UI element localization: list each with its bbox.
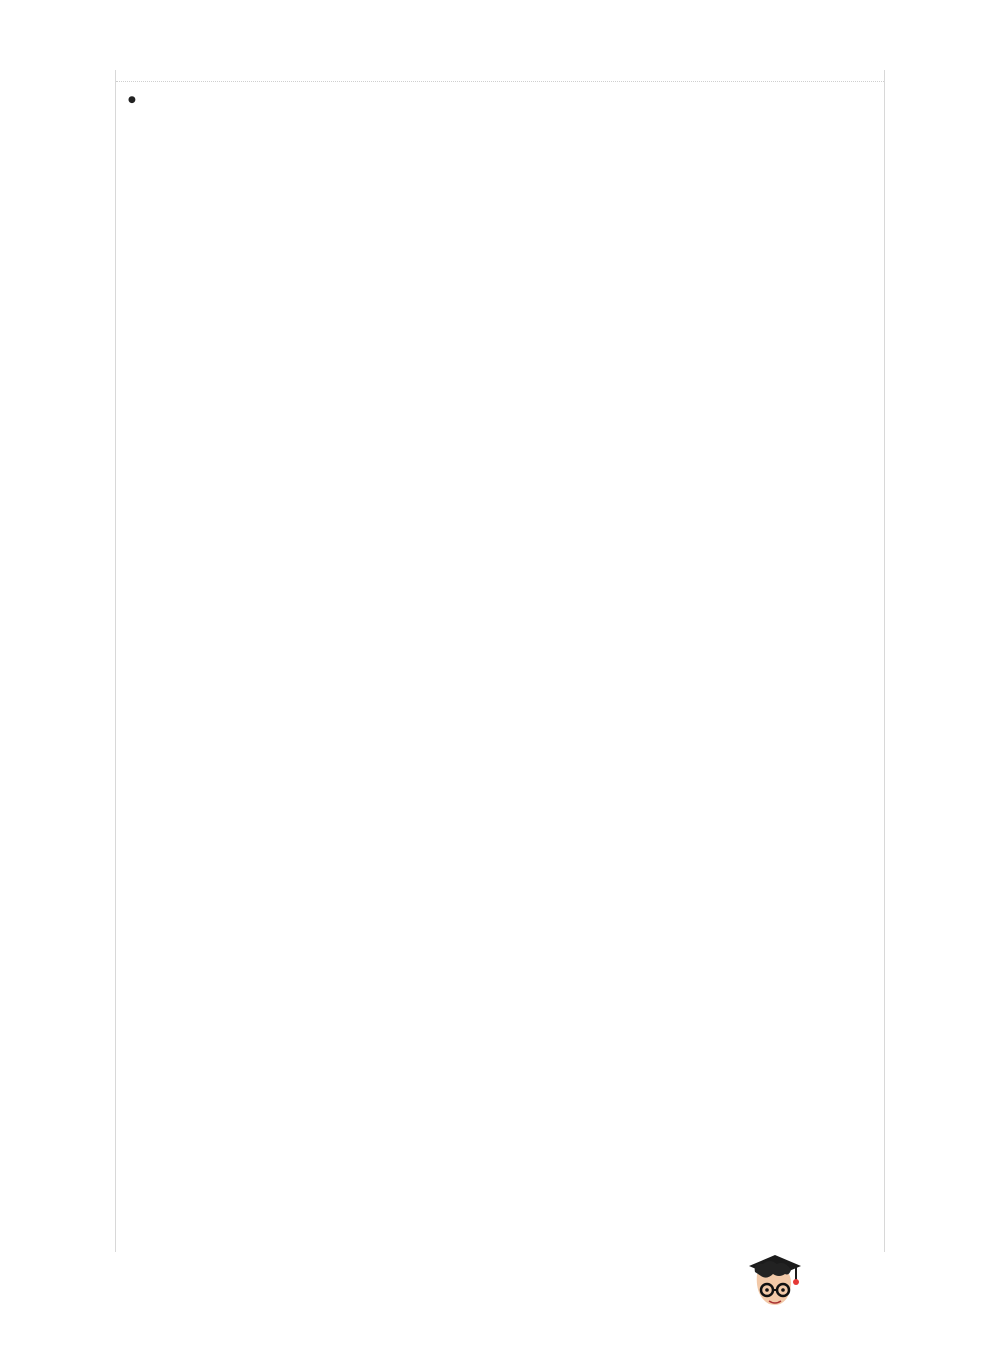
option-list — [116, 70, 884, 72]
correct-answer — [128, 92, 884, 108]
document-frame — [115, 70, 885, 1252]
answer-block — [116, 81, 884, 114]
collegedunia-logo — [745, 1252, 970, 1312]
mascot-icon — [745, 1252, 803, 1312]
bullet-icon: ● — [128, 95, 136, 105]
